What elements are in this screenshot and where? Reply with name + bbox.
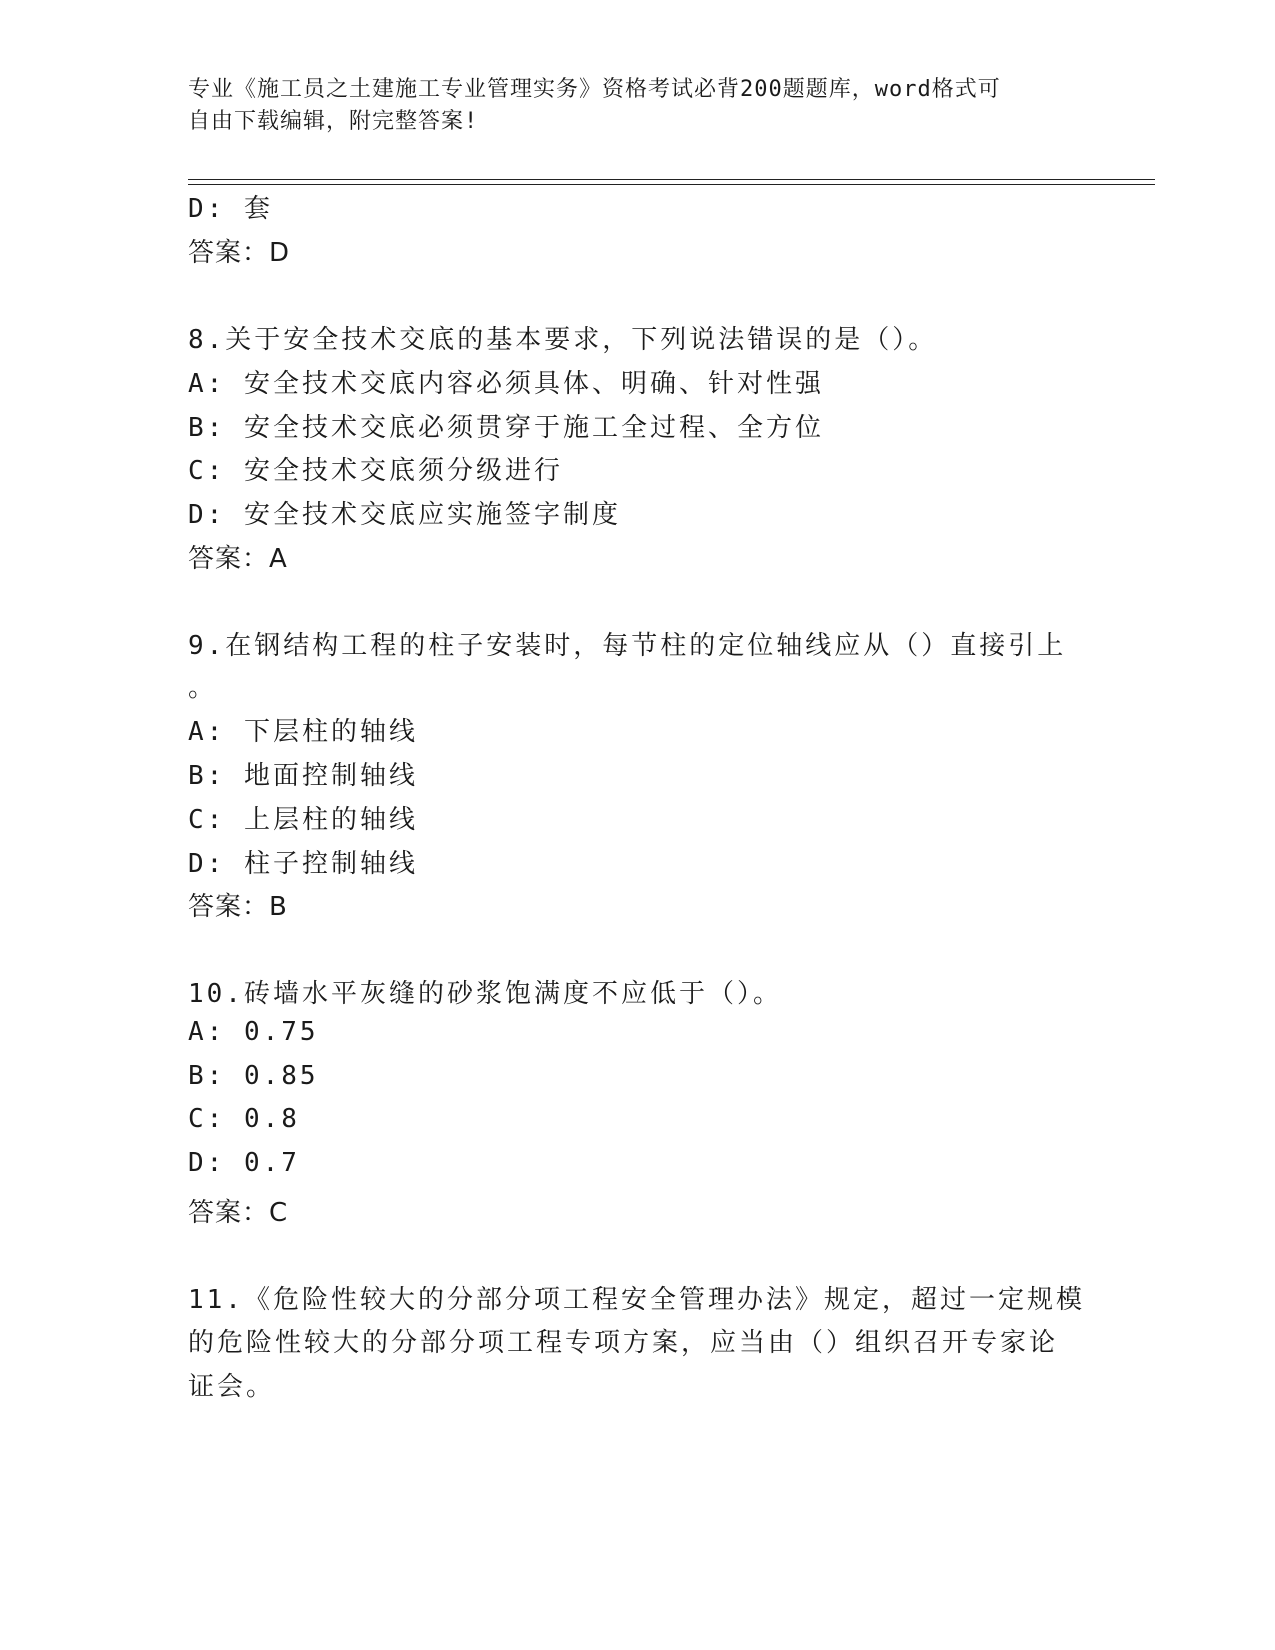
question-9-option-d: D: 柱子控制轴线 [188, 849, 418, 879]
page-header [188, 74, 1058, 138]
question-9-answer: 答案：B [188, 892, 288, 922]
header-line-2: 自由下载编辑，附完整答案! [188, 109, 479, 134]
question-10-answer: 答案：C [188, 1198, 289, 1228]
question-8-option-c: C: 安全技术交底须分级进行 [188, 456, 563, 486]
question-10-stem: 10.砖墙水平灰缝的砂浆饱满度不应低于（）。 [188, 979, 782, 1009]
question-10-option-b: B: 0.85 [188, 1061, 319, 1091]
question-10-option-a: A: 0.75 [188, 1017, 319, 1047]
question-8-option-d: D: 安全技术交底应实施签字制度 [188, 500, 621, 530]
question-8-stem: 8.关于安全技术交底的基本要求，下列说法错误的是（）。 [188, 325, 938, 355]
question-9-stem-line-1: 9.在钢结构工程的柱子安装时，每节柱的定位轴线应从（）直接引上 [188, 631, 1067, 661]
question-9-stem-line-2: 。 [188, 673, 218, 703]
question-9-option-c: C: 上层柱的轴线 [188, 805, 418, 835]
question-11-stem-line-1: 11.《危险性较大的分部分项工程安全管理办法》规定，超过一定规模 [188, 1285, 1085, 1315]
question-9-option-a: A: 下层柱的轴线 [188, 717, 418, 747]
question-10-option-c: C: 0.8 [188, 1104, 300, 1134]
question-11-stem-line-2: 的危险性较大的分部分项工程专项方案，应当由（）组织召开专家论 [188, 1328, 1059, 1358]
prev-answer: 答案：D [188, 238, 291, 268]
header-rule-bottom [188, 184, 1155, 185]
prev-option-d: D: 套 [188, 194, 273, 224]
header-rule-top [188, 179, 1155, 180]
question-11-stem-line-3: 证会。 [188, 1372, 276, 1402]
question-9-option-b: B: 地面控制轴线 [188, 761, 418, 791]
header-line-1: 专业《施工员之土建施工专业管理实务》资格考试必背200题题库，word格式可 [188, 77, 1001, 102]
question-8-answer: 答案：A [188, 544, 288, 574]
question-8-option-a: A: 安全技术交底内容必须具体、明确、针对性强 [188, 369, 824, 399]
question-10-option-d: D: 0.7 [188, 1148, 300, 1178]
question-8-option-b: B: 安全技术交底必须贯穿于施工全过程、全方位 [188, 413, 824, 443]
